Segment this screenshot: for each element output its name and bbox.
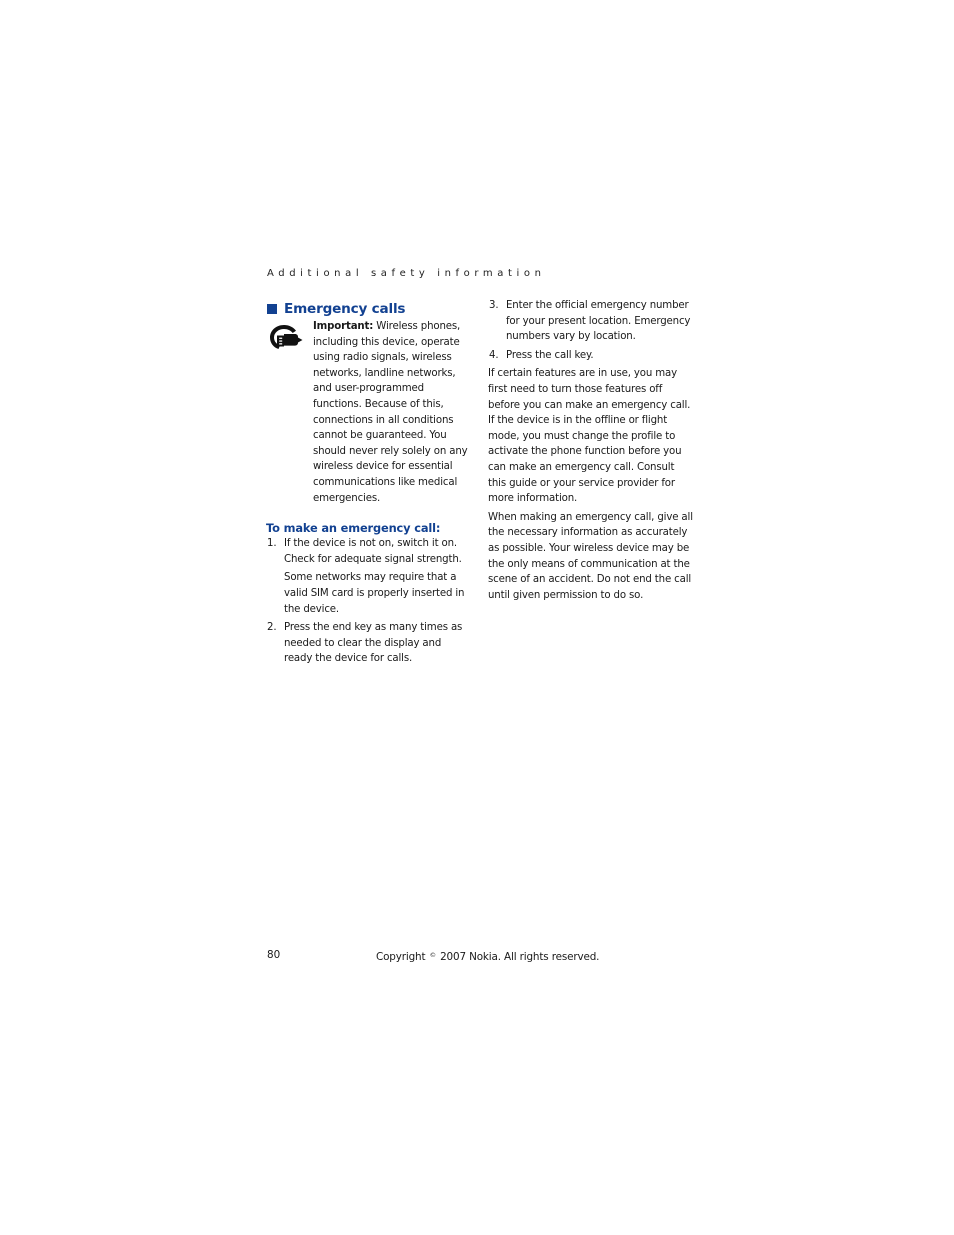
left-column bbox=[266, 298, 471, 670]
running-header: Additional safety information bbox=[267, 268, 546, 279]
paragraph: If certain features are in use, you may first need to turn those features off before you can make an emergency call. If the device is in the offline or flight mode, you must change the profile to activate the phone function before you can make an emergency call. Consult this guide or your service provider for more information. bbox=[488, 368, 691, 505]
right-column bbox=[488, 298, 693, 606]
paragraph: When making an emergency call, give all the necessary information as accurately as possible. Your wireless device may be the only means of communication at the scene of an accident. Do not end the call until given permission to do so. bbox=[488, 511, 693, 601]
section-heading bbox=[266, 299, 471, 319]
step-number: 1. bbox=[267, 538, 277, 550]
copyright-prefix: Copyright bbox=[376, 951, 426, 963]
step-text: Press the call key. bbox=[506, 349, 594, 361]
important-hand-icon bbox=[267, 322, 303, 352]
step-number: 3. bbox=[489, 300, 499, 311]
step-number: 4. bbox=[489, 349, 499, 361]
step-text: If the device is not on, switch it on. Check for adequate signal strength. bbox=[284, 538, 462, 565]
important-text bbox=[313, 319, 468, 506]
list-item bbox=[488, 348, 693, 364]
important-note bbox=[266, 319, 471, 506]
copyright-suffix: 2007 Nokia. All rights reserved. bbox=[440, 951, 600, 963]
important-body: Wireless phones, including this device, operate using radio signals, wireless networks, landline networks, and user-programmed functions. Because of this, connections in all conditions cannot be guaranteed. You should never rely solely on any wireless device for essential communications like medical emergencies. bbox=[313, 321, 468, 504]
steps-list-left bbox=[266, 536, 471, 667]
step-number: 2. bbox=[267, 622, 277, 634]
copyright-symbol: © bbox=[429, 951, 436, 959]
list-item bbox=[266, 620, 471, 667]
important-label: Important: bbox=[313, 321, 374, 332]
procedure-heading: To make an emergency call: bbox=[266, 521, 441, 536]
steps-list-right bbox=[488, 298, 693, 363]
step-text: Enter the official emergency number for your present location. Emergency numbers vary by location. bbox=[506, 300, 691, 343]
list-item bbox=[488, 298, 693, 345]
step-note: Some networks may require that a valid SIM card is properly inserted in the device. bbox=[284, 572, 465, 615]
blue-square-icon bbox=[267, 304, 277, 314]
page-number: 80 bbox=[267, 949, 281, 961]
step-text: Press the end key as many times as needed to clear the display and ready the device for calls. bbox=[284, 622, 463, 665]
copyright-notice bbox=[376, 948, 599, 965]
list-item bbox=[266, 536, 471, 617]
section-title-text: Emergency calls bbox=[284, 301, 406, 317]
